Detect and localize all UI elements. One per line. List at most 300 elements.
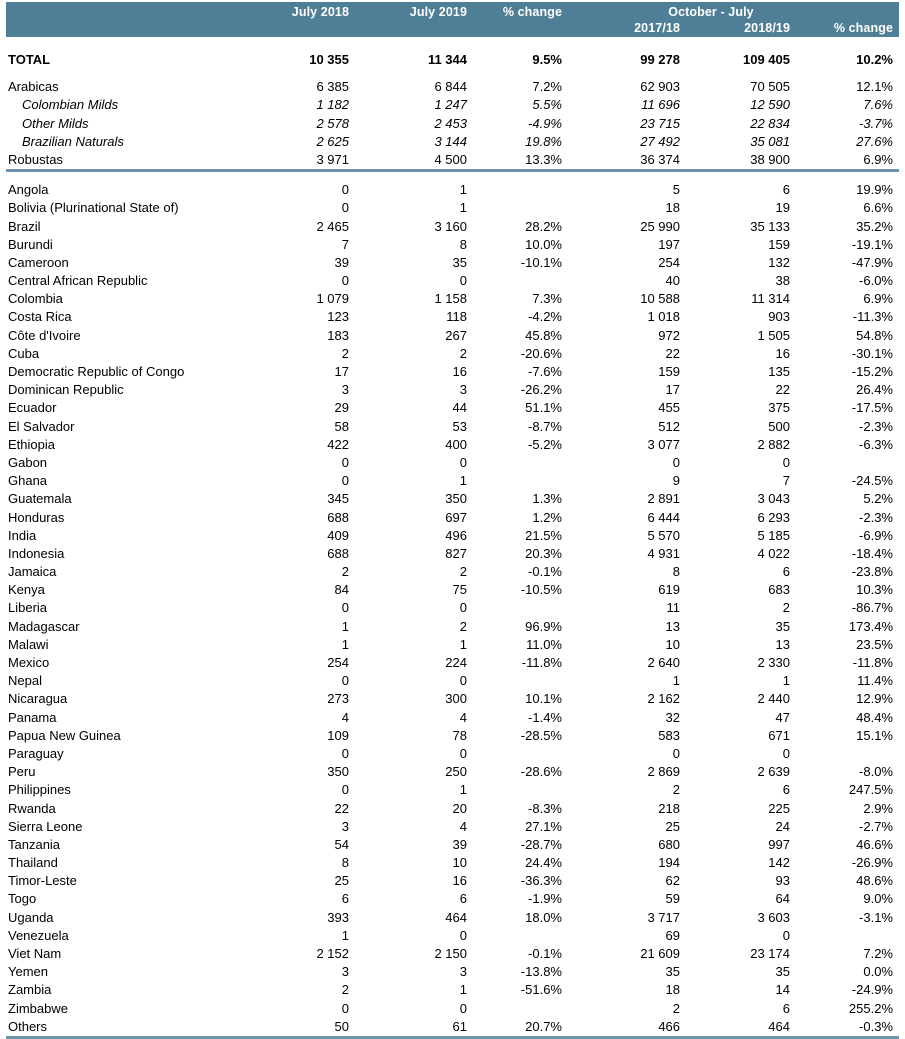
cell-2018-19: 16 — [775, 345, 790, 361]
table-row — [0, 927, 905, 945]
cell-july-2019: 3 160 — [434, 218, 467, 234]
cell-2018-19: 0 — [782, 454, 790, 470]
cell-2018-19: 70 505 — [750, 79, 790, 95]
cell-2018-19: 671 — [768, 727, 790, 743]
cell-pct-change-monthly: -4.9% — [528, 115, 562, 131]
cell-pct-change-cumulative: 27.6% — [856, 133, 893, 149]
cell-2017-18: 59 — [665, 891, 680, 907]
cell-pct-change-monthly: 1.3% — [532, 491, 562, 507]
row-label: Central African Republic — [8, 273, 148, 289]
cell-pct-change-cumulative: 54.8% — [856, 327, 893, 343]
cell-july-2019: 1 — [459, 200, 467, 216]
cell-pct-change-monthly: 51.1% — [525, 400, 562, 416]
cell-july-2018: 7 — [341, 236, 349, 252]
cell-pct-change-cumulative: -86.7% — [851, 600, 893, 616]
row-label: Peru — [8, 764, 36, 780]
cell-july-2018: 273 — [327, 691, 349, 707]
row-label: Brazil — [8, 218, 41, 234]
cell-2017-18: 25 990 — [640, 218, 680, 234]
cell-july-2019: 1 — [459, 636, 467, 652]
cell-2018-19: 5 185 — [757, 527, 790, 543]
cell-2018-19: 132 — [768, 254, 790, 270]
cell-2018-19: 0 — [782, 927, 790, 943]
cell-2017-18: 0 — [672, 454, 680, 470]
table-row — [0, 618, 905, 636]
cell-july-2019: 3 — [459, 382, 467, 398]
cell-2018-19: 2 639 — [757, 764, 790, 780]
group-rows-container — [0, 78, 905, 169]
table-row — [0, 509, 905, 527]
cell-2017-18: 466 — [658, 1018, 680, 1034]
table-row — [0, 745, 905, 763]
row-label: Robustas — [8, 151, 63, 167]
cell-2018-19: 500 — [768, 418, 790, 434]
row-label: Mexico — [8, 655, 50, 670]
row-label: Panama — [8, 709, 57, 725]
cell-2018-19: 903 — [768, 309, 790, 325]
table-row — [0, 672, 905, 690]
cell-pct-change-monthly: 96.9% — [525, 618, 562, 634]
cell-2018-19: 35 133 — [750, 218, 790, 234]
row-label: Bolivia (Plurinational State of) — [8, 200, 179, 216]
cell-pct-change-cumulative: 6.9% — [863, 291, 893, 307]
cell-pct-change-cumulative: 9.0% — [863, 891, 893, 907]
cell-pct-change-cumulative: 12.1% — [856, 79, 893, 95]
cell-2017-18: 583 — [658, 727, 680, 743]
cell-2017-18: 10 588 — [640, 291, 680, 307]
cell-pct-change-cumulative: -2.7% — [859, 818, 893, 834]
cell-july-2019: 2 453 — [434, 115, 467, 131]
cell-pct-change-cumulative: -3.1% — [859, 909, 893, 925]
cell-pct-change-monthly: 9.5% — [532, 52, 562, 67]
row-label: Democratic Republic of Congo — [8, 364, 185, 379]
cell-pct-change-monthly: 20.3% — [525, 545, 562, 561]
cell-july-2019: 0 — [459, 673, 467, 689]
cell-july-2019: 0 — [459, 745, 467, 761]
cell-2017-18: 32 — [665, 709, 680, 725]
table-row — [0, 763, 905, 781]
row-label: Viet Nam — [8, 946, 62, 961]
table-row — [0, 472, 905, 490]
cell-july-2018: 50 — [334, 1018, 349, 1034]
table-row — [0, 909, 905, 927]
cell-2017-18: 3 077 — [647, 436, 680, 452]
cell-july-2019: 44 — [452, 400, 467, 416]
table-row — [0, 381, 905, 399]
table-row — [0, 181, 905, 199]
row-label: Burundi — [8, 236, 53, 252]
cell-july-2018: 183 — [327, 327, 349, 343]
cell-pct-change-cumulative: -17.5% — [851, 400, 893, 416]
table-row — [0, 399, 905, 417]
cell-july-2019: 1 247 — [434, 97, 467, 113]
cell-pct-change-cumulative: 11.4% — [857, 673, 893, 689]
cell-july-2018: 1 — [341, 927, 349, 943]
cell-2017-18: 99 278 — [640, 52, 680, 67]
table-row — [0, 236, 905, 254]
cell-pct-change-monthly: -10.1% — [520, 254, 562, 270]
cell-july-2018: 8 — [341, 855, 349, 871]
row-label: Liberia — [8, 600, 48, 616]
row-label: Colombia — [8, 291, 63, 307]
spacer-below-rule — [0, 172, 905, 181]
cell-2018-19: 19 — [775, 200, 790, 216]
cell-pct-change-monthly: 18.0% — [525, 909, 562, 925]
cell-july-2019: 2 — [459, 564, 467, 580]
cell-2018-19: 159 — [768, 236, 790, 252]
table-row — [0, 654, 905, 672]
table-row — [0, 363, 905, 381]
cell-2018-19: 24 — [775, 818, 790, 834]
cell-july-2019: 16 — [452, 364, 467, 379]
table-row — [0, 545, 905, 563]
table-row — [0, 527, 905, 545]
cell-july-2019: 39 — [452, 836, 467, 852]
cell-pct-change-monthly: -1.4% — [528, 709, 562, 725]
row-label: Kenya — [8, 582, 45, 598]
cell-2018-19: 4 022 — [757, 545, 790, 561]
row-label: Timor-Leste — [8, 873, 77, 889]
row-label: Malawi — [8, 636, 49, 652]
cell-2018-19: 135 — [768, 364, 790, 379]
cell-july-2018: 0 — [341, 200, 349, 216]
row-label: Costa Rica — [8, 309, 72, 325]
cell-2018-19: 35 — [775, 618, 790, 634]
cell-july-2019: 1 158 — [434, 291, 467, 307]
row-label: Togo — [8, 891, 37, 907]
cell-2017-18: 25 — [665, 818, 680, 834]
cell-july-2019: 118 — [446, 309, 467, 325]
row-label: Nepal — [8, 673, 42, 689]
cell-2018-19: 13 — [775, 636, 790, 652]
cell-july-2018: 6 — [341, 891, 349, 907]
table-row — [0, 818, 905, 836]
cell-2017-18: 680 — [658, 836, 680, 852]
cell-july-2018: 3 971 — [316, 151, 349, 167]
cell-pct-change-cumulative: 23.5% — [856, 636, 893, 652]
table-row-total — [0, 51, 905, 69]
header-col-2017-18: 2017/18 — [634, 21, 680, 35]
cell-july-2019: 2 — [459, 618, 467, 634]
table-row — [0, 290, 905, 308]
cell-2017-18: 5 — [672, 182, 680, 198]
cell-pct-change-monthly: -11.8% — [521, 655, 562, 670]
cell-2017-18: 512 — [658, 418, 680, 434]
cell-july-2018: 688 — [327, 509, 349, 525]
cell-pct-change-monthly: 10.0% — [525, 236, 562, 252]
cell-july-2019: 61 — [452, 1018, 467, 1034]
table-row — [0, 890, 905, 908]
cell-pct-change-cumulative: -2.3% — [859, 418, 893, 434]
cell-july-2019: 16 — [452, 873, 467, 889]
cell-pct-change-monthly: -4.2% — [528, 309, 562, 325]
cell-2018-19: 683 — [768, 582, 790, 598]
table-row — [0, 490, 905, 508]
row-label: Brazilian Naturals — [22, 133, 124, 149]
cell-pct-change-cumulative: 10.3% — [856, 582, 893, 598]
table-row-group — [0, 115, 905, 133]
cell-july-2019: 300 — [445, 691, 467, 707]
cell-july-2018: 0 — [341, 273, 349, 289]
cell-2018-19: 35 — [775, 964, 790, 980]
cell-july-2018: 345 — [327, 491, 349, 507]
cell-july-2018: 0 — [341, 782, 349, 798]
table-row — [0, 599, 905, 617]
row-label: Honduras — [8, 509, 65, 525]
cell-pct-change-cumulative: 0.0% — [863, 964, 893, 980]
cell-pct-change-monthly: 20.7% — [525, 1018, 562, 1034]
row-label: Ghana — [8, 473, 48, 489]
cell-pct-change-cumulative: -11.8% — [852, 655, 893, 670]
cell-2018-19: 1 — [782, 673, 790, 689]
table-row — [0, 709, 905, 727]
cell-2017-18: 972 — [658, 327, 680, 343]
row-label: Madagascar — [8, 618, 80, 634]
cell-july-2019: 2 — [459, 345, 467, 361]
cell-july-2018: 2 465 — [316, 218, 349, 234]
table-row — [0, 945, 905, 963]
table-row — [0, 1018, 905, 1036]
row-label: Cuba — [8, 345, 40, 361]
cell-2018-19: 93 — [775, 873, 790, 889]
cell-2018-19: 2 330 — [757, 655, 790, 670]
cell-july-2018: 2 — [341, 982, 349, 998]
cell-july-2018: 4 — [341, 709, 349, 725]
cell-2017-18: 10 — [665, 636, 680, 652]
cell-july-2019: 1 — [459, 182, 467, 198]
cell-july-2019: 75 — [452, 582, 467, 598]
cell-2017-18: 3 717 — [647, 909, 680, 925]
row-label: Yemen — [8, 964, 48, 980]
cell-july-2018: 84 — [334, 582, 349, 598]
cell-2018-19: 23 174 — [750, 946, 790, 961]
cell-july-2018: 0 — [341, 1000, 349, 1016]
row-label: Cameroon — [8, 254, 69, 270]
cell-pct-change-cumulative: 5.2% — [863, 491, 893, 507]
row-label: Ethiopia — [8, 436, 55, 452]
spacer-below-total — [0, 69, 905, 78]
cell-pct-change-cumulative: -18.4% — [851, 545, 893, 561]
cell-july-2018: 350 — [327, 764, 349, 780]
cell-pct-change-cumulative: 12.9% — [856, 691, 893, 707]
row-label: Rwanda — [8, 800, 56, 816]
cell-july-2018: 0 — [341, 454, 349, 470]
cell-2017-18: 23 715 — [640, 115, 680, 131]
cell-pct-change-cumulative: 173.4% — [848, 618, 893, 634]
cell-pct-change-monthly: -8.7% — [528, 418, 562, 434]
cell-2018-19: 11 314 — [751, 291, 790, 307]
table-row — [0, 963, 905, 981]
cell-pct-change-cumulative: -47.9% — [851, 254, 893, 270]
row-label: Tanzania — [8, 836, 61, 852]
cell-july-2018: 2 — [341, 345, 349, 361]
row-label: Colombian Milds — [22, 97, 119, 113]
cell-2017-18: 35 — [665, 964, 680, 980]
cell-july-2018: 254 — [327, 655, 349, 670]
table-row — [0, 563, 905, 581]
cell-2018-19: 6 — [782, 564, 790, 580]
cell-july-2018: 3 — [341, 964, 349, 980]
table-row — [0, 781, 905, 799]
cell-july-2019: 464 — [445, 909, 467, 925]
cell-2017-18: 6 444 — [647, 509, 680, 525]
cell-july-2019: 4 — [459, 818, 467, 834]
cell-2017-18: 22 — [665, 345, 680, 361]
cell-pct-change-cumulative: 2.9% — [863, 800, 893, 816]
cell-pct-change-monthly: 24.4% — [525, 855, 562, 871]
row-label: Sierra Leone — [8, 818, 83, 834]
header-col-july-2018: July 2018 — [291, 5, 349, 19]
cell-pct-change-cumulative: 247.5% — [848, 782, 893, 798]
table-row — [0, 218, 905, 236]
cell-july-2019: 0 — [459, 600, 467, 616]
row-label: Dominican Republic — [8, 382, 124, 398]
cell-2018-19: 7 — [782, 473, 790, 489]
cell-july-2018: 0 — [341, 473, 349, 489]
cell-july-2018: 17 — [334, 364, 349, 379]
cell-pct-change-cumulative: 46.6% — [856, 836, 893, 852]
cell-july-2019: 3 — [459, 964, 467, 980]
cell-july-2019: 3 144 — [434, 133, 467, 149]
cell-pct-change-cumulative: -19.1% — [851, 236, 893, 252]
cell-july-2019: 1 — [459, 982, 467, 998]
cell-pct-change-cumulative: 6.9% — [863, 151, 893, 167]
table-body — [0, 37, 905, 1039]
cell-2018-19: 22 834 — [750, 115, 790, 131]
cell-2018-19: 109 405 — [743, 52, 790, 67]
cell-2017-18: 197 — [658, 236, 680, 252]
cell-july-2019: 6 — [459, 891, 467, 907]
table-row — [0, 199, 905, 217]
cell-july-2018: 10 355 — [309, 52, 349, 67]
cell-pct-change-cumulative: -6.9% — [859, 527, 893, 543]
table-row — [0, 836, 905, 854]
cell-pct-change-cumulative: 15.1% — [856, 727, 893, 743]
cell-pct-change-monthly: -26.2% — [520, 382, 562, 398]
table-row — [0, 1000, 905, 1018]
table-row-group — [0, 78, 905, 96]
row-label: Thailand — [8, 855, 58, 871]
table-row — [0, 981, 905, 999]
cell-july-2018: 123 — [327, 309, 349, 325]
cell-pct-change-monthly: 1.2% — [532, 509, 562, 525]
cell-pct-change-monthly: 7.3% — [532, 291, 562, 307]
cell-july-2019: 0 — [459, 454, 467, 470]
cell-2018-19: 35 081 — [750, 133, 790, 149]
cell-2017-18: 2 640 — [647, 655, 680, 670]
cell-pct-change-cumulative: 35.2% — [856, 218, 893, 234]
cell-2017-18: 40 — [665, 273, 680, 289]
cell-2017-18: 36 374 — [640, 151, 680, 167]
row-label: Other Milds — [22, 115, 89, 131]
table-row — [0, 872, 905, 890]
cell-pct-change-cumulative: -11.3% — [852, 309, 893, 325]
cell-pct-change-cumulative: -15.2% — [851, 364, 893, 379]
cell-pct-change-monthly: 11.0% — [526, 636, 562, 652]
cell-july-2018: 25 — [334, 873, 349, 889]
cell-2017-18: 1 — [672, 673, 680, 689]
cell-2018-19: 225 — [768, 800, 790, 816]
cell-2017-18: 13 — [665, 618, 680, 634]
cell-pct-change-cumulative: 7.6% — [863, 97, 893, 113]
cell-2018-19: 142 — [768, 855, 790, 871]
cell-pct-change-monthly: -28.6% — [520, 764, 562, 780]
cell-pct-change-monthly: -10.5% — [520, 582, 562, 598]
cell-july-2019: 4 500 — [434, 151, 467, 167]
cell-pct-change-cumulative: 255.2% — [848, 1000, 893, 1016]
cell-pct-change-monthly: -51.6% — [520, 982, 562, 998]
cell-2018-19: 47 — [775, 709, 790, 725]
cell-pct-change-monthly: -36.3% — [520, 873, 562, 889]
cell-july-2018: 2 — [341, 564, 349, 580]
cell-2017-18: 62 — [665, 873, 680, 889]
cell-pct-change-monthly: 28.2% — [525, 218, 562, 234]
cell-2018-19: 997 — [768, 836, 790, 852]
header-col-pct-change-cumulative: % change — [833, 21, 893, 35]
cell-2017-18: 2 — [672, 1000, 680, 1016]
cell-pct-change-monthly: 10.1% — [525, 691, 562, 707]
cell-2017-18: 69 — [665, 927, 680, 943]
row-label: Papua New Guinea — [8, 727, 121, 743]
cell-july-2019: 1 — [459, 473, 467, 489]
table-row — [0, 418, 905, 436]
row-label: Zimbabwe — [8, 1000, 68, 1016]
table-row-group — [0, 96, 905, 114]
table-row — [0, 636, 905, 654]
cell-july-2019: 35 — [452, 254, 467, 270]
row-label: India — [8, 527, 37, 543]
cell-pct-change-monthly: -28.7% — [520, 836, 562, 852]
cell-pct-change-monthly: 21.5% — [525, 527, 562, 543]
row-label: Guatemala — [8, 491, 72, 507]
cell-2018-19: 6 — [782, 782, 790, 798]
cell-pct-change-cumulative: -30.1% — [851, 345, 893, 361]
cell-july-2018: 2 578 — [316, 115, 349, 131]
cell-pct-change-monthly: 7.2% — [532, 79, 562, 95]
row-label: Uganda — [8, 909, 54, 925]
cell-2017-18: 2 — [672, 782, 680, 798]
cell-july-2018: 0 — [341, 673, 349, 689]
table-bottom-rule — [6, 1036, 899, 1039]
cell-pct-change-cumulative: 48.6% — [856, 873, 893, 889]
cell-2017-18: 194 — [658, 855, 680, 871]
cell-2017-18: 27 492 — [640, 133, 680, 149]
cell-2018-19: 12 590 — [750, 97, 790, 113]
cell-july-2019: 0 — [459, 927, 467, 943]
row-label: Nicaragua — [8, 691, 68, 707]
table-header-band — [6, 2, 899, 37]
cell-july-2018: 3 — [341, 382, 349, 398]
cell-july-2018: 0 — [341, 600, 349, 616]
cell-july-2018: 688 — [327, 545, 349, 561]
cell-2017-18: 159 — [658, 364, 680, 379]
cell-july-2019: 267 — [445, 327, 467, 343]
cell-july-2018: 22 — [334, 800, 349, 816]
cell-pct-change-monthly: 5.5% — [532, 97, 562, 113]
cell-july-2019: 20 — [452, 800, 467, 816]
table-row — [0, 345, 905, 363]
cell-pct-change-cumulative: -6.3% — [859, 436, 893, 452]
cell-pct-change-cumulative: 7.2% — [863, 946, 893, 961]
cell-july-2018: 54 — [334, 836, 349, 852]
table-row — [0, 727, 905, 745]
cell-july-2019: 400 — [445, 436, 467, 452]
cell-pct-change-cumulative: -24.9% — [851, 982, 893, 998]
cell-july-2018: 422 — [327, 436, 349, 452]
table-row — [0, 690, 905, 708]
cell-july-2018: 29 — [334, 400, 349, 416]
table-row — [0, 327, 905, 345]
